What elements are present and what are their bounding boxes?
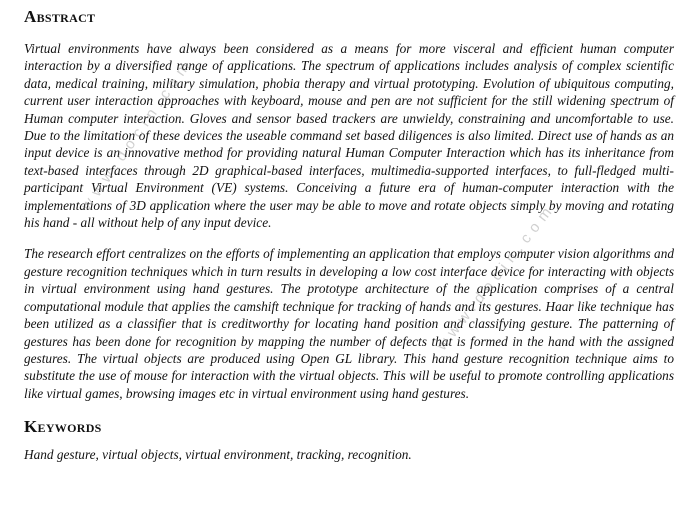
abstract-paragraph-2: The research effort centralizes on the efforts of implementing an application that employs computer vision algorithms and gesture recognition techniques which in turn results in developing a low cost interface device for interacting with objects in virtual environment using hand gestures. The prototype architecture of the application comprises of a central computational module that applies the camshift technique for tracking of hands and its gestures. Haar like technique has been utilized as a classifier that is creditworthy for locating hand position and classifying gesture. The patterning of gestures has been done for recognition by mapping the number of defects that is formed in the hand with the assigned gestures. The virtual objects are produced using Open GL library. This hand gesture recognition technique aims to substitute the use of mouse for interaction with the virtual objects. This will be useful to promote controlling applications like virtual games, browsing images etc in virtual environment using hand gestures. <box>24 246 674 401</box>
watermark-text: www.docin.com <box>433 199 559 354</box>
watermark-text: www.docin.com <box>78 54 197 214</box>
abstract-heading: Abstract <box>24 7 96 26</box>
abstract-paragraph-1: Virtual environments have always been considered as a means for more visceral and efficient human computer interaction by a diversified range of applications. The spectrum of applications includes analysis of complex scientific data, medical training, military simulation, phobia therapy and virtual prototyping. Evolution of ubiquitous computing, current user interaction approaches with keyboard, mouse and pen are not sufficient for the still widening spectrum of Human computer interaction. Gloves and sensor based trackers are unwieldy, constraining and uncomfortable to use. Due to the limitation of these devices the useable command set based diligences is also limited. Direct use of hands as an input device is an innovative method for providing natural Human Computer Interaction which has its inheritance from text-based interfaces through 2D graphical-based interfaces, multimedia-supported interfaces, to full-fledged multi-participant Virtual Environment (VE) systems. Conceiving a future era of human-computer interaction with the implementations of 3D application where the user may be able to move and rotate objects simply by moving and rotating his hand - all without help of any input device. <box>24 41 674 231</box>
keywords-heading: Keywords <box>24 417 102 437</box>
keywords-text: Hand gesture, virtual objects, virtual environment, tracking, recognition. <box>24 447 412 463</box>
paper-page <box>24 6 674 463</box>
